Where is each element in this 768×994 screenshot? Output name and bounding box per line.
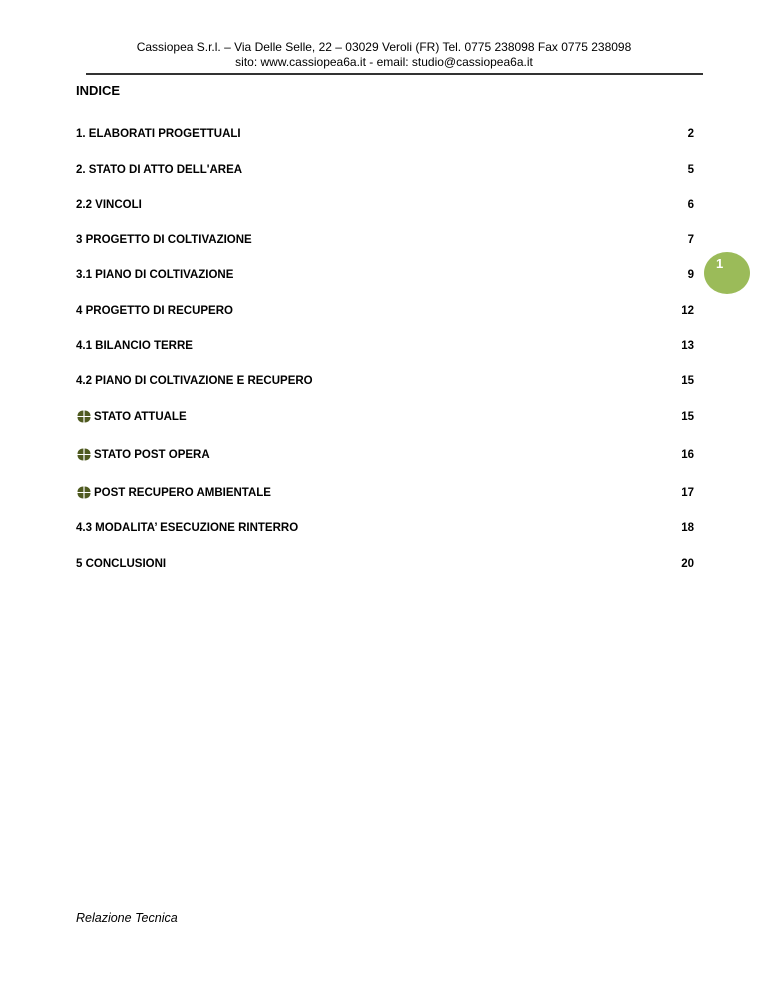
toc-entry-page: 15 (681, 411, 694, 423)
page-number-badge (704, 252, 750, 294)
toc-entry-label: 5 CONCLUSIONI (76, 558, 167, 570)
toc-entry-label: 1. ELABORATI PROGETTUALI (76, 128, 241, 140)
toc-entry-page: 7 (687, 234, 694, 246)
toc-entry-label: 4.2 PIANO DI COLTIVAZIONE E RECUPERO (76, 375, 313, 387)
toc-entry[interactable] (76, 197, 694, 213)
toc-entry-page: 15 (681, 375, 694, 387)
toc-entry-page: 2 (687, 128, 694, 140)
toc-entry-label: 2. STATO DI ATTO DELL'AREA (76, 164, 243, 176)
quad-leaf-icon (77, 486, 91, 499)
toc-entry-page: 17 (681, 487, 694, 499)
header-company-line: Cassiopea S.r.l. – Via Delle Selle, 22 – 03029 Veroli (FR) Tel. 0775 238098 Fax 0775 238098 (136, 40, 632, 54)
toc-entry-label: 4.1 BILANCIO TERRE (76, 340, 193, 352)
toc-entry[interactable] (76, 126, 694, 142)
header-divider (86, 73, 703, 75)
toc-entry[interactable] (76, 556, 694, 572)
toc-entry[interactable] (76, 267, 694, 283)
toc-entry[interactable] (76, 409, 694, 425)
toc-entry-label: 4 PROGETTO DI RECUPERO (76, 305, 233, 317)
toc-entry-label: STATO POST OPERA (94, 449, 210, 461)
toc-entry-page: 13 (681, 340, 694, 352)
toc-entry[interactable] (76, 373, 694, 389)
toc-entry-page: 12 (681, 305, 694, 317)
toc-entry[interactable] (76, 338, 694, 354)
toc-entry-label: 4.3 MODALITA’ ESECUZIONE RINTERRO (76, 522, 299, 534)
toc-entry-page: 16 (681, 449, 694, 461)
toc-entry-label: 2.2 VINCOLI (76, 199, 142, 211)
toc-entry-page: 5 (687, 164, 694, 176)
toc-entry-label: 3 PROGETTO DI COLTIVAZIONE (76, 234, 252, 246)
toc-entry-page: 9 (687, 269, 694, 281)
toc-entry-label: POST RECUPERO AMBIENTALE (94, 487, 271, 499)
page-number: 1 (716, 256, 724, 271)
quad-leaf-icon (77, 448, 91, 461)
toc-entry[interactable] (76, 520, 694, 536)
page-footer: Relazione Tecnica (76, 911, 178, 925)
toc-entry-page: 20 (681, 558, 694, 570)
toc-entry-label: 3.1 PIANO DI COLTIVAZIONE (76, 269, 234, 281)
toc-entry[interactable] (76, 447, 694, 463)
toc-entry[interactable] (76, 485, 694, 501)
toc-entry-label: STATO ATTUALE (94, 411, 187, 423)
quad-leaf-icon (77, 410, 91, 423)
toc-title: INDICE (76, 83, 121, 98)
toc-entry[interactable] (76, 232, 694, 248)
toc-entry-page: 6 (687, 199, 694, 211)
toc-entry[interactable] (76, 303, 694, 319)
toc-entry-page: 18 (681, 522, 694, 534)
page-header (0, 40, 768, 70)
toc-entry[interactable] (76, 162, 694, 178)
header-contact-line: sito: www.cassiopea6a.it - email: studio@cassiopea6a.it (235, 55, 533, 69)
